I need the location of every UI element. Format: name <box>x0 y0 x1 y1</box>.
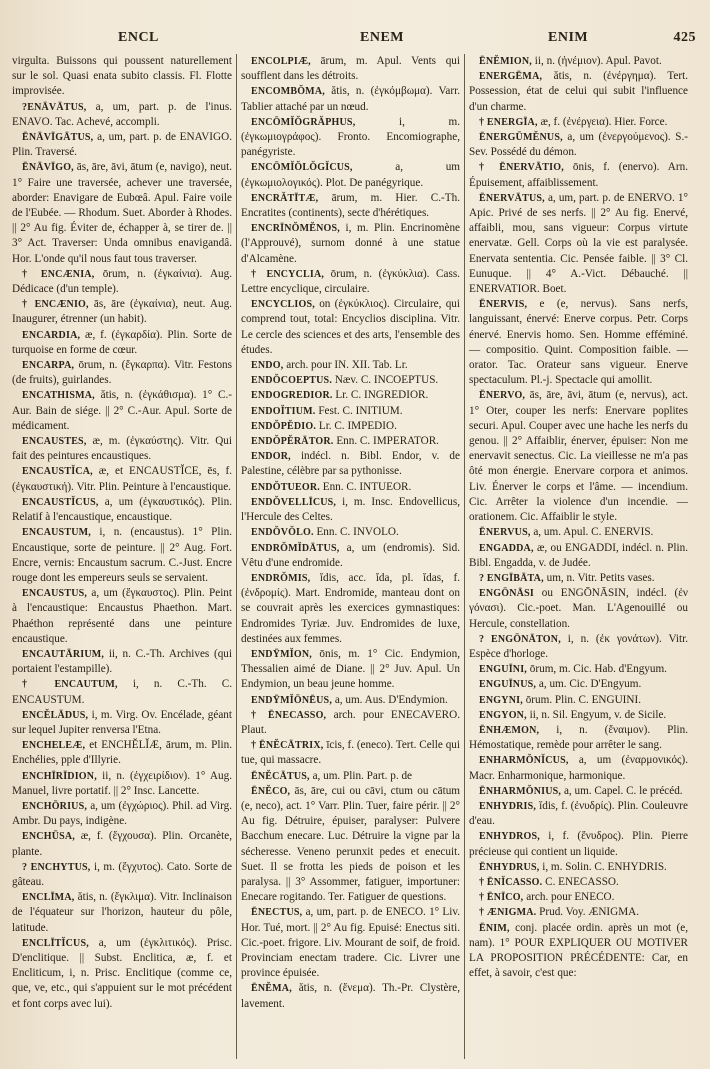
dictionary-entry <box>469 54 688 69</box>
entry-definition: ōrum, n. (ἐγκαίνια). Aug. Dédicace (d'un temple). <box>12 267 233 296</box>
dictionary-entry <box>12 647 232 677</box>
entry-definition: virgulta. Buissons qui poussent naturellement sur le sol. Quasi enata subito classis. Fl. Flotte improvisée. <box>12 55 232 98</box>
entry-headword: ENCOMBŎMA, <box>251 86 325 98</box>
entry-headword: ENDO, <box>251 360 284 372</box>
entry-definition: ārum, m. Hier. C.-Th. Encratites (continents), secte d'hérétiques. <box>241 191 460 220</box>
dictionary-entry <box>241 769 460 784</box>
middle-guide-word: ENEM <box>360 30 404 45</box>
entry-headword: † ENCYCLIA, <box>251 268 325 280</box>
dictionary-entry <box>12 130 232 160</box>
dictionary-entry <box>12 464 232 494</box>
dictionary-entry <box>12 267 232 297</box>
entry-definition: arch. pour IN. XII. Tab. Lr. <box>283 359 408 372</box>
entry-headword: ĒNHARMŎNIUS, <box>479 785 562 797</box>
entry-headword: ENCAUSTĬCUS, <box>22 496 99 508</box>
entry-headword: ENDOĬTIUM. <box>251 405 316 417</box>
dictionary-entry <box>12 328 232 358</box>
entry-headword: † ĒNĬCASSO. <box>479 876 543 888</box>
entry-definition: a, um. Cic. D'Engyum. <box>536 678 642 691</box>
dictionary-entry <box>12 160 232 266</box>
entry-definition: a, um. Aus. D'Endymion. <box>332 693 448 706</box>
dictionary-entry <box>241 160 460 190</box>
entry-definition: a, um (ἐναρμονικός). Macr. Enharmonique, harmonique. <box>469 754 688 782</box>
entry-definition: a, um (ἐνεργούμενος). S.-Sev. Possédé du démon. <box>469 131 688 159</box>
dictionary-entry <box>469 693 688 708</box>
entry-headword: † ĒNERVĀTIO, <box>479 162 564 174</box>
entry-definition: æ, f. (ἐγκαρδία). Plin. Sorte de turquoise en forme de cœur. <box>12 328 232 356</box>
dictionary-entry <box>241 495 460 525</box>
entry-headword: ĒNERGŪMĔNUS, <box>479 132 563 144</box>
entry-definition: ōrum. Plin. C. ENGUINI. <box>522 693 641 706</box>
dictionary-entry <box>12 890 232 936</box>
entry-headword: ĒNĀVĪGO, <box>22 162 74 174</box>
entry-headword: ENDRŎMĬDĀTUS, <box>251 542 340 554</box>
dictionary-entry <box>469 905 688 920</box>
dictionary-entry <box>12 434 232 464</box>
dictionary-entry <box>241 480 460 495</box>
entry-definition: i, n. (encaustus). 1° Plin. Encaustique, sorte de peinture. || 2° Aug. Fort. Encre, vernis: Encaustum sacrum. C.-Just. Encre rouge dont les empereurs seuls se servaient. <box>12 526 232 584</box>
entry-definition: a, um. Plin. Part. p. de <box>309 769 412 782</box>
entry-definition: arch. pour ENECAVERO. Plaut. <box>241 708 460 736</box>
entry-definition: C. ENECASSO. <box>542 875 619 888</box>
dictionary-entry <box>469 890 688 905</box>
entry-headword: ĒNERVO, <box>479 390 526 402</box>
entry-definition: conj. placée ordin. après un mot (e, nam). 1° POUR EXPLIQUER OU MOTIVER LA PROPOSITION PRÉCÉDENTE: Car, en effet, à savoir, c'est que: <box>469 921 688 980</box>
entry-headword: ĒNHYDRUS, <box>479 861 540 873</box>
entry-definition: ii, n. (ἐγχειρίδιον). 1° Aug. Manuel, livre portatif. || 2° Insc. Lancette. <box>12 769 232 797</box>
dictionary-entry <box>469 130 688 160</box>
dictionary-entry <box>469 677 688 692</box>
entry-definition: æ, f. (ἐνέργεια). Hier. Force. <box>537 115 668 128</box>
dictionary-entry <box>241 419 460 434</box>
entry-headword: ENCŌMĬŎGRĂPHUS, <box>251 116 356 128</box>
entry-headword: ENCARDIA, <box>22 329 81 341</box>
entry-definition: i, n. (ἔναιμον). Plin. Hémostatique, remède pour arrêter le sang. <box>469 723 688 752</box>
entry-definition: ătis, n. (ἐνέργημα). Tert. Possession, état de celui qui subit l'influence d'un charme. <box>469 70 688 113</box>
dictionary-entry <box>469 160 688 190</box>
entry-headword: ENCLĪMA, <box>22 892 75 904</box>
entry-definition: ii, n. C.-Th. Archives (qui portaient l'estampille). <box>12 647 232 676</box>
entry-headword: ENDOGREDIOR. <box>251 390 333 402</box>
entry-definition: on (ἐγκύκλιος). Circulaire, qui comprend tout, total: Encyclios disciplina. Vitr. Le cercle des sciences et des arts, l'ensemble des études. <box>241 298 460 356</box>
entry-definition: Lr. C. INGREDIOR. <box>332 389 429 402</box>
entry-definition: ii, n. (ἠνέμιον). Apul. Pavot. <box>532 55 662 67</box>
dictionary-entry <box>241 449 460 479</box>
entry-definition: a, um. Apul. C. ENERVIS. <box>530 526 654 539</box>
dictionary-entry <box>12 525 232 586</box>
dictionary-entry <box>241 297 460 358</box>
entry-columns <box>8 54 700 1059</box>
entry-definition: a, um (ἐγχώριος). Phil. ad Virg. Ambr. Du pays, indigène. <box>12 799 232 828</box>
entry-headword: ĒNĔMION, <box>479 56 532 67</box>
entry-definition: a, um, part. p. de ENERVO. 1° Apic. Privé de ses nerfs. || 2° Au fig. Enervé, affaibli, mou, sans vigueur: Corpus virtute enervatæ. Gell. Corps où la vie est paralysée. Enervata sententia. Cic. Pensée faible. || 3° Cl. Eunuque. || 4° A.-Vict. Débauché. || ENERVATIOR. Boet. <box>469 191 688 296</box>
entry-definition: a, um, part. p. de l'inus. ENAVO. Tac. Achevé, accompli. <box>12 100 232 128</box>
entry-definition: arch. pour ENECO. <box>523 891 615 904</box>
entry-headword: ĒNIM, <box>479 922 510 934</box>
entry-headword: ? ENCHYTUS, <box>22 861 91 873</box>
entry-headword: † ENCÆNIA, <box>22 268 95 280</box>
entry-definition: ās, āre, āvi, ātum (e, nervus), act. 1° Oter, couper les nerfs: Enervare poplites securi. Apul. Couper avec une hache les nerfs du genou. || 2° Affaiblir, énerver, épuiser: Non me enervavit senectus. Cic. La vieillesse ne m'a pas ôté mon énergie. Enervare corpora et animos. Liv. Énerver le corps et l'âme. — incendium. Cic. Arrêter la violence d'un incendie. — orationem. Cic. Affaiblir le style. <box>469 389 688 524</box>
entry-definition: a, um (ἐγκαυστικός). Plin. Relatif à l'encaustique, encaustique. <box>12 495 232 524</box>
entry-headword: ENCĔLĀDUS, <box>22 709 89 721</box>
dictionary-entry <box>241 191 460 221</box>
dictionary-entry <box>469 191 688 297</box>
dictionary-entry <box>241 84 460 114</box>
dictionary-entry <box>469 921 688 982</box>
dictionary-entry <box>12 829 232 859</box>
entry-definition: ătis, n. (ἔνεμα). Th.-Pr. Clystère, lavement. <box>241 982 460 1010</box>
dictionary-entry <box>241 115 460 161</box>
entry-headword: ?ENĀVĀTUS, <box>22 101 87 113</box>
dictionary-entry <box>241 525 460 540</box>
page-number: 425 <box>673 30 696 45</box>
entry-definition: i, m. Insc. Endovellicus, l'Hercule des Celtes. <box>241 495 460 524</box>
entry-headword: ENCRĪNŎMĔNOS, <box>251 223 340 235</box>
entry-headword: ĒNERVIS, <box>479 299 528 311</box>
dictionary-entry <box>12 677 232 707</box>
entry-definition: Enn. C. INVOLO. <box>313 526 399 539</box>
entry-definition: Prud. Voy. ÆNIGMA. <box>536 906 640 919</box>
entry-headword: ENDȲMĬON, <box>251 648 312 660</box>
entry-definition: æ, et ENCAUSTĬCE, ēs, f. (ἐγκαυστική). Vitr. Plin. Peinture à l'encaustique. <box>12 465 232 493</box>
dictionary-entry <box>469 541 688 571</box>
entry-definition: ătis, n. (ἐγκόμβωμα). Varr. Tablier attaché par un nœud. <box>241 85 460 113</box>
entry-definition: i, n. (ἐκ γονάτων). Vitr. Espèce d'horloge. <box>469 632 688 660</box>
right-guide-word: ENIM <box>548 30 589 45</box>
dictionary-entry <box>469 571 688 586</box>
entry-definition: et ENCHĔLĬÆ, ārum, m. Plin. Enchélies, pple d'Illyrie. <box>12 739 232 767</box>
entry-headword: ENCOLPIÆ, <box>251 56 311 67</box>
entry-definition: a, um, part. p. de ENECO. 1° Liv. Hor. Tué, mort. || 2° Au fig. Epuisé: Enectus siti. Cic.-poet. frigore. Liv. Mourant de soif, de froid. Provinciam enectam tradere. Cic. Livrer une province épuisée. <box>241 906 460 980</box>
entry-headword: ENCATHISMA, <box>22 390 95 402</box>
entry-headword: ENHYDRIS, <box>479 800 537 812</box>
dictionary-entry <box>241 981 460 1011</box>
dictionary-entry <box>12 708 232 738</box>
entry-definition: æ, f. (ἔγχουσα). Plin. Orcanète, plante. <box>12 830 232 858</box>
entry-headword: ENDŎPĔRĀTOR. <box>251 436 334 448</box>
dictionary-entry <box>241 571 460 647</box>
entry-definition: i, m. (ἔγχυτος). Cato. Sorte de gâteau. <box>12 860 232 888</box>
dictionary-entry <box>12 936 232 1012</box>
dictionary-entry <box>12 586 232 647</box>
entry-definition: ătis, n. (ἔγκλιμα). Vitr. Inclinaison de l'équateur sur l'horizon, hauteur du pôle, latitude. <box>12 891 232 934</box>
dictionary-entry <box>12 860 232 890</box>
dictionary-entry <box>241 267 460 297</box>
dictionary-entry <box>241 784 460 906</box>
entry-definition: a, um, part. p. de ENAVIGO. Plin. Traversé. <box>12 131 232 159</box>
entry-definition: ōnis, m. 1° Cic. Endymion, Thessalien aimé de Diane. || 2° Juv. Apul. Un Endymion, un beau jeune homme. <box>241 647 460 691</box>
entry-headword: ENGUĪNUS, <box>479 679 537 691</box>
entry-definition: a, um (endromis). Sid. Vêtu d'une endromide. <box>241 541 460 569</box>
entry-headword: ENGADDA, <box>479 542 534 554</box>
entry-definition: a, um. Capel. C. le précéd. <box>561 784 683 797</box>
entry-headword: † ĒNĪCO, <box>479 892 524 904</box>
dictionary-entry <box>469 115 688 130</box>
entry-headword: ĒNERVUS, <box>479 527 531 539</box>
entry-headword: ENCLĪTĬCUS, <box>22 937 89 949</box>
entry-headword: † ĒNECASSO, <box>251 709 327 721</box>
entry-definition: Enn. C. IMPERATOR. <box>333 435 439 448</box>
dictionary-entry <box>12 388 232 434</box>
entry-definition: ōrum, n. (ἐγκύκλια). Cass. Lettre encyclique, circulaire. <box>241 267 460 296</box>
entry-headword: ĒNERVĀTUS, <box>479 192 545 204</box>
dictionary-entry <box>12 799 232 829</box>
entry-definition: ōrum, n. (ἔγκαρπα). Vitr. Festons (de fruits), guirlandes. <box>12 359 232 387</box>
entry-headword: ĒNĀVĪGĀTUS, <box>22 132 94 144</box>
entry-definition: æ, m. (ἐγκαύστης). Vitr. Qui fait des peintures encaustiques. <box>12 435 232 463</box>
entry-headword: ENCHŪSA, <box>22 831 75 843</box>
dictionary-entry <box>469 875 688 890</box>
left-guide-word: ENCL <box>118 30 159 45</box>
dictionary-entry <box>241 358 460 373</box>
entry-headword: ENCAUSTES, <box>22 436 87 448</box>
dictionary-entry <box>12 54 232 100</box>
entry-headword: ENDŎTUEOR. <box>251 481 320 493</box>
entry-headword: ENCAUSTUS, <box>22 588 88 600</box>
entry-definition: ou ENGŌNĀSIN, indécl. (ἐν γόνασι). Cic.-poet. Man. L'Agenouillé ou Hercule, constellation. <box>469 587 688 630</box>
entry-definition: Næv. C. INCOEPTUS. <box>332 374 439 387</box>
entry-definition: indécl. n. Bibl. Endor, v. de Palestine, célèbre par sa pythonisse. <box>241 450 460 478</box>
entry-headword: ENHARMŎNĬCUS, <box>479 755 569 767</box>
entry-headword: ENDOR, <box>251 451 291 463</box>
entry-headword: ENCRĂTĪTÆ, <box>251 192 319 204</box>
dictionary-entry <box>12 495 232 525</box>
entry-definition: Lr. C. IMPEDIO. <box>316 419 397 432</box>
entry-headword: ENCHELEÆ, <box>22 740 86 752</box>
entry-definition: i, m. (ἐγκωμιογράφος). Fronto. Encomiographe, panégyriste. <box>241 115 460 159</box>
entry-headword: ENCYCLIOS, <box>251 299 315 311</box>
entry-headword: ENDRŎMIS, <box>251 572 311 584</box>
entry-headword: † ÆNIGMA. <box>479 907 537 919</box>
entry-definition: Enn. C. INTUEOR. <box>319 480 412 493</box>
dictionary-entry <box>469 860 688 875</box>
entry-definition: i, m. Solin. C. ENHYDRIS. <box>539 860 667 873</box>
entry-headword: † ENCAUTUM, <box>22 679 118 691</box>
running-head <box>10 30 698 50</box>
dictionary-entry <box>469 799 688 829</box>
entry-headword: ENGUĪNI, <box>479 664 527 676</box>
entry-definition: ōnis, f. (enervo). Arn. Épuisement, affaiblissement. <box>469 161 688 189</box>
dictionary-entry <box>241 738 460 768</box>
entry-definition: i, m. Virg. Ov. Encélade, géant sur lequel Jupiter renversa l'Etna. <box>12 708 232 736</box>
entry-headword: ENCHŌRIUS, <box>22 800 88 812</box>
entry-definition: e (e, nervus). Sans nerfs, languissant, énervé: Enerve corpus. Petr. Corps énervé. Enervis homo. Sen. Homme efféminé. — compositio. Quint. Composition faible. — orator. Tac. Orateur sans vigueur. Enerve spectaculum. Pl.-j. Spectacle qui amollit. <box>469 298 688 387</box>
entry-definition: a, um (ἐγκλιτικός). Prisc. D'enclitique. || Subst. Enclitica, æ, f. et Encliticum, i, n. Prisc. Enclitique (comme ce, que, ve, etc., qui s'appuient sur le mot précédent et font corps avec lui). <box>12 936 232 1010</box>
entry-definition: ās, āre, cui ou cāvi, ctum ou cātum (e, neco), act. 1° Varr. Plin. Tuer, faire périr. || 2° Au fig. Détruire, épuiser, paralyser: Pulvere Bacchum enecare. Luc. Détruire la vigne par la sécheresse. Veneno perunxit pedes et enecuit. Suet. Il se frotta les pieds de poison et les paralysa. || 3° Assommer, fatiguer, importuner: Enecare rogitando. Ter. Fatiguer de questions. <box>241 784 460 904</box>
dictionary-entry <box>469 753 688 783</box>
dictionary-entry <box>241 404 460 419</box>
dictionary-entry <box>12 738 232 768</box>
entry-headword: † ĒNĔCĀTRIX, <box>251 740 324 752</box>
entry-definition: īcis, f. (eneco). Tert. Celle qui tue, qui massacre. <box>241 739 460 767</box>
dictionary-entry <box>12 100 232 130</box>
entry-definition: i, m. Plin. Encrinomène (l'Approuvé), surnom donné à une statue d'Alcamène. <box>241 222 460 265</box>
entry-definition: ĭdis, acc. ĭda, pl. ĭdas, f. (ἐνδρομίς). Mart. Endromide, manteau dont on se couvrait après les exercices gymnastiques: Endromides Tyriæ. Juv. Endromides de luxe, destinées aux femmes. <box>241 571 460 645</box>
entry-headword: ĒNHÆMON, <box>479 724 540 736</box>
entry-definition: a, um (ἔγκαυστος). Plin. Peint à l'encaustique: Encaustus Phaethon. Mart. Phaéthon représenté dans une peinture encaustique. <box>12 587 232 645</box>
entry-headword: ENCARPA, <box>22 360 75 372</box>
column-middle <box>236 54 464 1059</box>
entry-headword: ENHYDROS, <box>479 831 540 843</box>
column-right <box>464 54 692 1059</box>
entry-headword: ENDȲMĬŌNĒUS, <box>251 694 333 706</box>
entry-definition: ĭdis, f. (ἐνυδρίς). Plin. Couleuvre d'eau. <box>469 799 688 828</box>
entry-headword: ENGYNI, <box>479 694 523 706</box>
entry-headword: ENCŌMĬŎLŎGĬCUS, <box>251 162 353 174</box>
entry-definition: ās, āre, āvi, ātum (e, navigo), neut. 1° Faire une traversée, achever une traversée, aborder: Enavigare de Eubœâ. Apul. Faire voile de l'Eubée. — Rhodum. Suet. Aborder à Rhodes. || 2° Au fig. Éviter de, échapper à, se tirer de. || 3° Act. Traverser: Unda omnibus enavigandâ. Hor. L'onde qu'il nous faut tous traverser. <box>12 161 232 265</box>
dictionary-entry <box>469 784 688 799</box>
entry-headword: ENDŎPĔDIO. <box>251 420 317 432</box>
dictionary-entry <box>469 829 688 859</box>
entry-headword: † ENERGĪA, <box>479 116 538 128</box>
entry-headword: † ENCÆNIO, <box>22 299 89 311</box>
entry-headword: ? ENGĪBĀTA, <box>479 572 544 584</box>
entry-headword: ENDŎVŎLO. <box>251 527 314 539</box>
dictionary-entry <box>241 434 460 449</box>
dictionary-entry <box>469 632 688 662</box>
entry-definition: i, f. (ἔνυδρος). Plin. Pierre précieuse qui contient un liquide. <box>469 830 688 858</box>
entry-definition: ii, n. Sil. Engyum, v. de Sicile. <box>526 708 667 721</box>
entry-headword: ? ENGŌNĀTON, <box>479 633 561 645</box>
dictionary-entry <box>469 708 688 723</box>
entry-definition: ās, āre (ἐγκαίνια), neut. Aug. Inaugurer, étrenner (un habit). <box>12 298 232 326</box>
dictionary-entry <box>241 708 460 738</box>
entry-headword: ENCAUSTĬCA, <box>22 466 93 478</box>
dictionary-entry <box>241 541 460 571</box>
column-left <box>8 54 236 1059</box>
dictionary-entry <box>241 221 460 267</box>
entry-definition: Fest. C. INITIUM. <box>315 404 403 417</box>
dictionary-entry <box>469 297 688 388</box>
dictionary-entry <box>241 54 460 84</box>
entry-headword: ENCHĪRĪDION, <box>22 770 97 782</box>
entry-definition: ārum, m. Apul. Vents qui soufflent dans les détroits. <box>241 55 460 83</box>
dictionary-entry <box>469 662 688 677</box>
dictionary-entry <box>241 388 460 403</box>
entry-headword: ĒNĔMA, <box>251 983 292 995</box>
entry-headword: ENGYON, <box>479 709 527 721</box>
entry-headword: ENCAUTĀRIUM, <box>22 648 105 660</box>
entry-definition: æ, ou ENGADDI, indécl. n. Plin. Bibl. Engadda, v. de Judée. <box>469 541 688 569</box>
dictionary-entry <box>469 525 688 540</box>
dictionary-entry <box>241 693 460 708</box>
dictionary-entry <box>241 373 460 388</box>
entry-headword: ĒNĔCO, <box>251 785 291 797</box>
entry-definition: um, n. Vitr. Petits vases. <box>543 571 655 584</box>
entry-headword: ENGŌNĀSI <box>479 588 534 600</box>
dictionary-entry <box>241 647 460 693</box>
entry-definition: ōrum, m. Cic. Hab. d'Engyum. <box>527 663 667 676</box>
dictionary-entry <box>241 905 460 981</box>
entry-headword: ENERGĒMA, <box>479 71 543 83</box>
dictionary-entry <box>469 586 688 632</box>
entry-headword: ĒNECTUS, <box>251 907 303 919</box>
dictionary-entry <box>12 769 232 799</box>
entry-definition: ătis, n. (ἐγκάθισμα). 1° C.-Aur. Bain de siége. || 2° C.-Aur. Apul. Sorte de médicament. <box>12 389 232 432</box>
entry-headword: ENDŎCOEPTUS. <box>251 375 333 387</box>
dictionary-entry <box>469 69 688 115</box>
entry-headword: ĒNĔCĀTUS, <box>251 770 310 782</box>
entry-definition: a, um (ἐγκωμιολογικός). Plot. De panégyrique. <box>241 161 460 189</box>
entry-headword: ENDŎVELLĪCUS, <box>251 496 337 508</box>
entry-definition: i, n. C.-Th. C. ENCAUSTUM. <box>12 678 233 706</box>
entry-headword: ENCAUSTUM, <box>22 527 91 539</box>
dictionary-entry <box>469 723 688 753</box>
dictionary-entry <box>12 358 232 388</box>
dictionary-entry <box>12 297 232 327</box>
dictionary-entry <box>469 388 688 525</box>
